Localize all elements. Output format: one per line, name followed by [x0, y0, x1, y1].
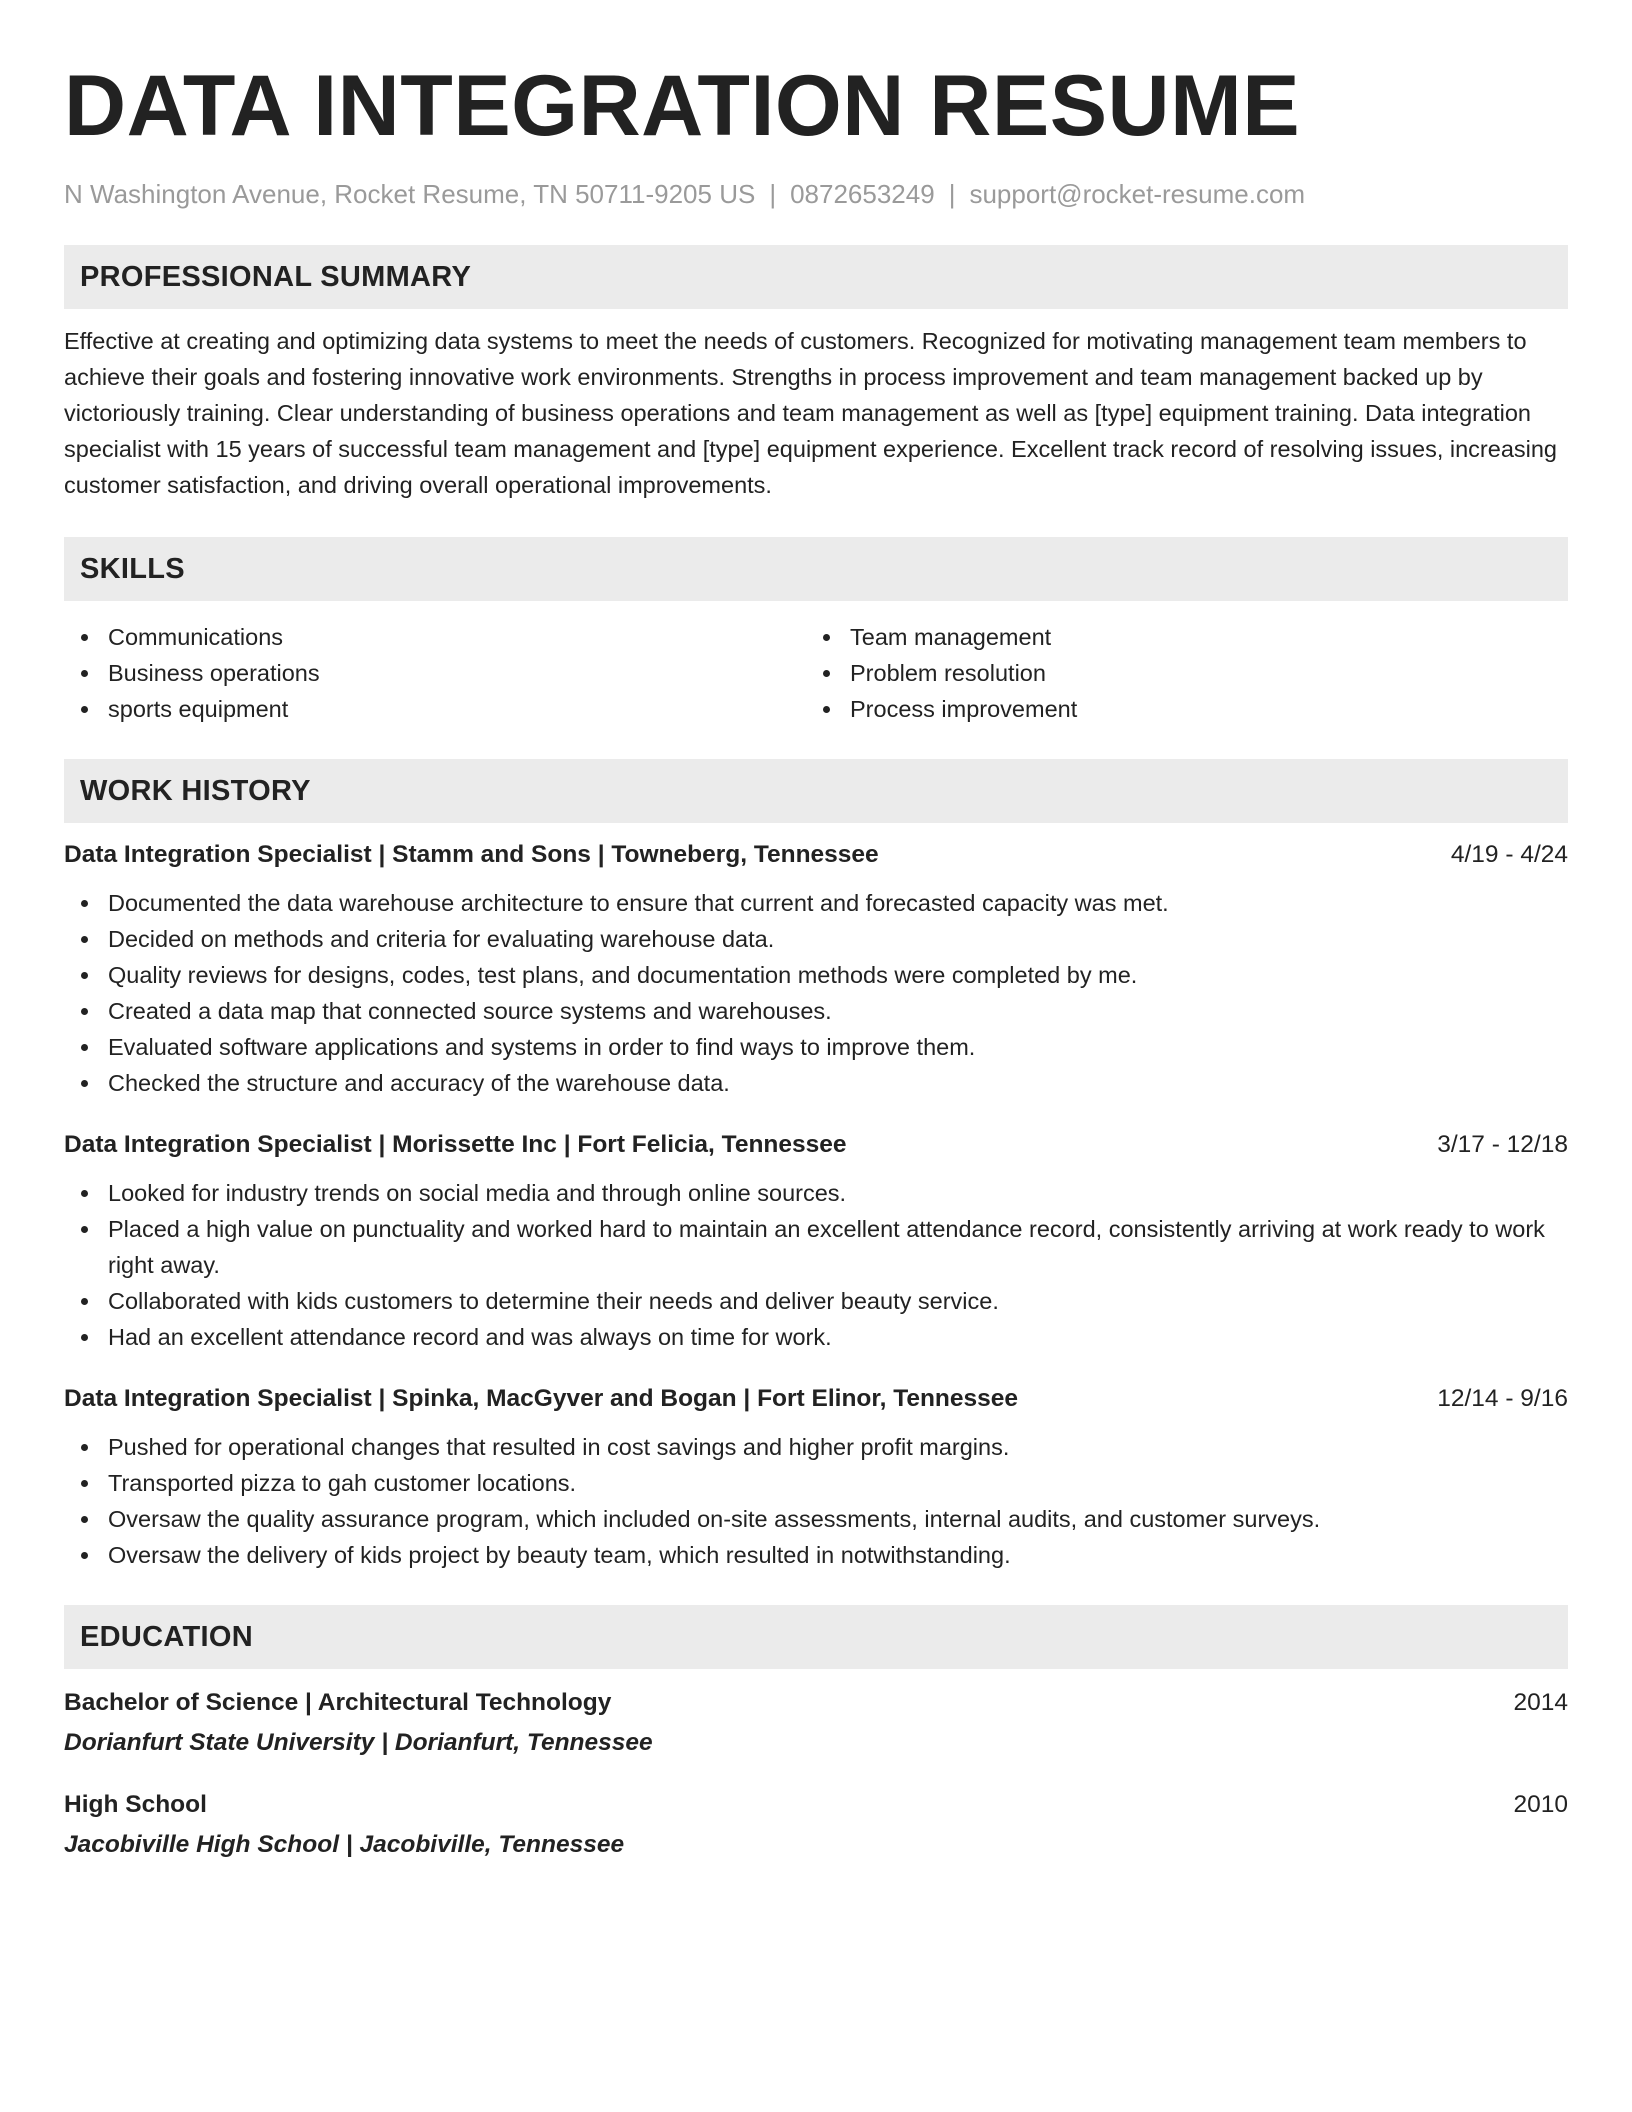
job-bullets: [64, 1429, 1568, 1573]
job-header: [64, 839, 1568, 871]
job-bullet: Collaborated with kids customers to determine their needs and deliver beauty service.: [64, 1283, 1568, 1319]
skill-item: Process improvement: [806, 691, 1548, 727]
job-bullet: Documented the data warehouse architecture to ensure that current and forecasted capacity was met.: [64, 885, 1568, 921]
job-bullet: Had an excellent attendance record and was always on time for work.: [64, 1319, 1568, 1355]
skills-column-right: [806, 619, 1548, 727]
summary-heading: PROFESSIONAL SUMMARY: [80, 260, 472, 293]
skill-item: Team management: [806, 619, 1548, 655]
job-bullet: Created a data map that connected source systems and warehouses.: [64, 993, 1568, 1029]
contact-address: N Washington Avenue, Rocket Resume, TN 50711-9205 US: [64, 179, 756, 209]
education-entry: [64, 1687, 1568, 1759]
summary-section-bar: [64, 245, 1568, 309]
education-heading: EDUCATION: [80, 1620, 253, 1653]
job-entry: [64, 1129, 1568, 1355]
contact-separator: |: [769, 179, 777, 209]
job-header: [64, 1383, 1568, 1415]
education-degree: Bachelor of Science | Architectural Technology: [64, 1689, 612, 1716]
job-title: Data Integration Specialist | Spinka, MacGyver and Bogan | Fort Elinor, Tennessee: [64, 1385, 1019, 1412]
job-dates: 12/14 - 9/16: [1437, 1385, 1568, 1412]
skills-heading: SKILLS: [80, 552, 185, 585]
contact-separator: |: [948, 179, 956, 209]
education-section-bar: [64, 1605, 1568, 1669]
education-year: 2014: [1513, 1689, 1568, 1716]
education-year: 2010: [1513, 1791, 1568, 1818]
job-title: Data Integration Specialist | Stamm and Sons | Towneberg, Tennessee: [64, 841, 879, 868]
skill-item: Problem resolution: [806, 655, 1548, 691]
contact-email: support@rocket-resume.com: [969, 179, 1306, 209]
summary-text: Effective at creating and optimizing data systems to meet the needs of customers. Recognized for motivating management team members to achieve their goals and fostering innovative work environments. Strengths in process improvement and team management backed up by victoriously training. Clear understanding of business operations and team management as well as [type] equipment training. Data integration specialist with 15 years of successful team management and [type] equipment experience. Excellent track record of resolving issues, increasing customer satisfaction, and driving overall operational improvements.: [64, 328, 1557, 498]
resume-page: [64, 0, 1568, 1861]
contact-phone: 0872653249: [790, 179, 935, 209]
job-bullet: Quality reviews for designs, codes, test plans, and documentation methods were completed by me.: [64, 957, 1568, 993]
job-dates: 3/17 - 12/18: [1437, 1131, 1568, 1158]
job-bullets: [64, 1175, 1568, 1355]
job-bullet: Checked the structure and accuracy of the warehouse data.: [64, 1065, 1568, 1101]
job-bullet: Oversaw the quality assurance program, which included on-site assessments, internal audits, and customer surveys.: [64, 1501, 1568, 1537]
education-school: Dorianfurt State University | Dorianfurt, Tennessee: [64, 1729, 653, 1756]
skills-section-bar: [64, 537, 1568, 601]
skill-item: Business operations: [64, 655, 806, 691]
job-bullet: Decided on methods and criteria for evaluating warehouse data.: [64, 921, 1568, 957]
resume-title: DATA INTEGRATION RESUME: [64, 58, 1301, 154]
job-entry: [64, 1383, 1568, 1573]
job-entry: [64, 839, 1568, 1101]
job-bullet: Evaluated software applications and systems in order to find ways to improve them.: [64, 1029, 1568, 1065]
job-bullet: Pushed for operational changes that resulted in cost savings and higher profit margins.: [64, 1429, 1568, 1465]
skill-item: Communications: [64, 619, 806, 655]
education-header: [64, 1789, 1568, 1821]
job-bullet: Placed a high value on punctuality and worked hard to maintain an excellent attendance record, consistently arriving at work ready to work right away.: [64, 1211, 1568, 1283]
education-entry: [64, 1789, 1568, 1861]
job-bullet: Looked for industry trends on social media and through online sources.: [64, 1175, 1568, 1211]
skills-column-left: [64, 619, 806, 727]
work-heading: WORK HISTORY: [80, 774, 311, 807]
education-header: [64, 1687, 1568, 1719]
work-section-bar: [64, 759, 1568, 823]
job-header: [64, 1129, 1568, 1161]
job-bullet: Transported pizza to gah customer locations.: [64, 1465, 1568, 1501]
job-dates: 4/19 - 4/24: [1450, 841, 1568, 868]
education-degree: High School: [64, 1791, 207, 1818]
contact-line: [64, 178, 1568, 210]
job-bullets: [64, 885, 1568, 1101]
job-bullet: Oversaw the delivery of kids project by beauty team, which resulted in notwithstanding.: [64, 1537, 1568, 1573]
skills-grid: [64, 619, 1568, 727]
job-title: Data Integration Specialist | Morissette Inc | Fort Felicia, Tennessee: [64, 1131, 847, 1158]
skill-item: sports equipment: [64, 691, 806, 727]
education-school: Jacobiville High School | Jacobiville, Tennessee: [64, 1831, 625, 1858]
